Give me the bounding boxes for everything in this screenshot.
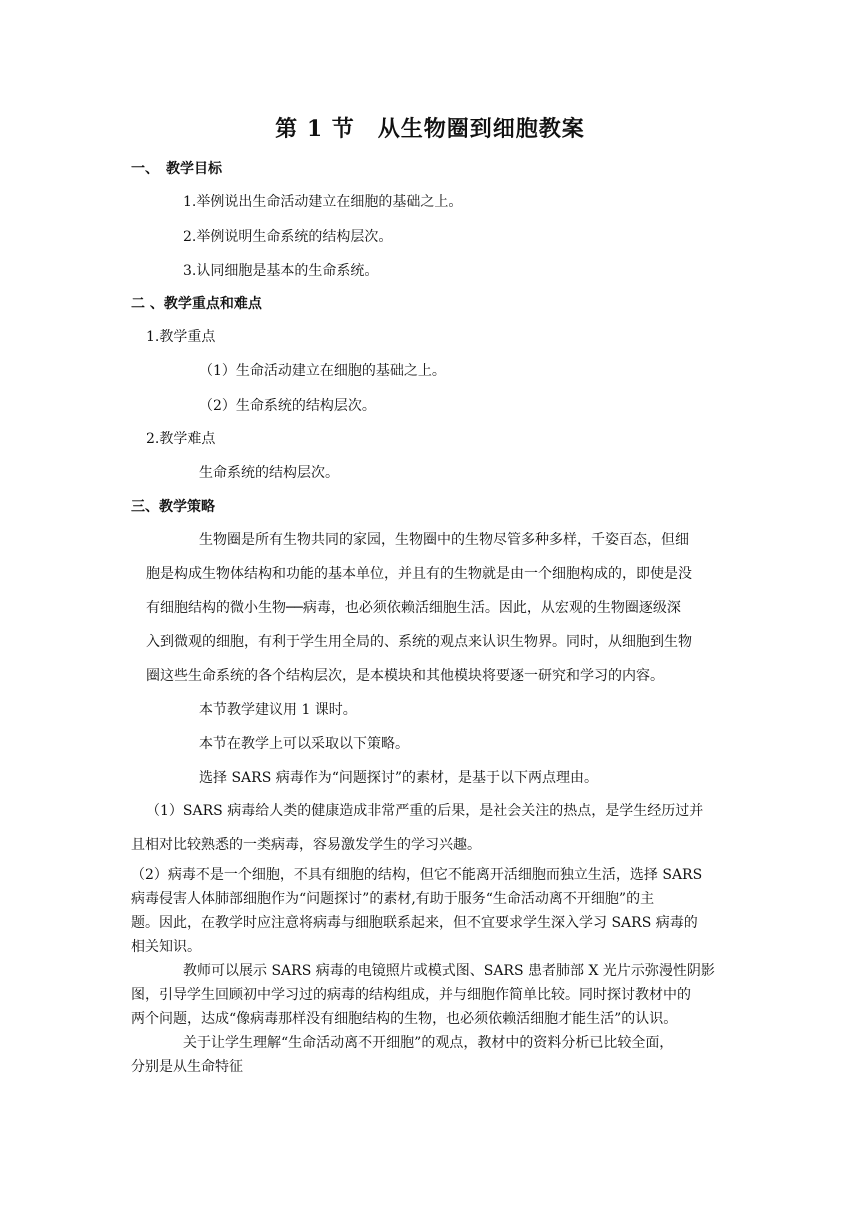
strategy-intro-text: 本节在教学上可以采取以下策略。 <box>199 736 409 752</box>
key-point-item: （1）生命活动建立在细胞的基础之上。 <box>199 363 446 379</box>
section-heading-objectives: 一、 教学目标 <box>131 161 222 177</box>
difficulty-label: 2.教学难点 <box>146 431 216 447</box>
objective-item: 3.认同细胞是基本的生命系统。 <box>183 263 379 279</box>
sars-reason-intro: 选择 SARS 病毒作为“问题探讨”的素材，是基于以下两点理由。 <box>199 770 599 786</box>
strategy-paragraph-line: 圈这些生命系统的各个结构层次，是本模块和其他模块将要逐一研究和学习的内容。 <box>146 668 664 684</box>
closing-paragraph-line: 关于让学生理解“生命活动离不开细胞”的观点，教材中的资料分析已比较全面， <box>183 1035 674 1051</box>
difficulty-text: 生命系统的结构层次。 <box>199 465 339 481</box>
closing-paragraph-line: 分别是从生命特征 <box>131 1059 243 1075</box>
reason-2-line: （2）病毒不是一个细胞，不具有细胞的结构，但它不能离开活细胞而独立生活，选择 SARS <box>131 867 703 883</box>
reason-1-line: （1）SARS 病毒给人类的健康造成非常严重的后果，是社会关注的热点，是学生经历过并 <box>146 803 704 819</box>
strategy-paragraph-line: 生物圈是所有生物共同的家园，生物圈中的生物尽管多种多样，千姿百态，但细 <box>199 532 689 548</box>
teacher-suggestion-line: 图，引导学生回顾初中学习过的病毒的结构组成，并与细胞作简单比较。同时探讨教材中的 <box>131 987 691 1003</box>
page-title: 第 1 节 从生物圈到细胞教案 <box>275 116 585 142</box>
strategy-paragraph-line: 有细胞结构的微小生物──病毒，也必须依赖活细胞生活。因此，从宏观的生物圈逐级深 <box>146 600 681 616</box>
reason-2-line: 病毒侵害人体肺部细胞作为“问题探讨”的素材,有助于服务“生命活动离不开细胞”的主 <box>131 891 655 907</box>
reason-1-line: 且相对比较熟悉的一类病毒，容易激发学生的学习兴趣。 <box>131 837 481 853</box>
strategy-paragraph-line: 胞是构成生物体结构和功能的基本单位，并且有的生物就是由一个细胞构成的，即使是没 <box>146 566 692 582</box>
reason-2-line: 题。因此，在教学时应注意将病毒与细胞联系起来，但不宜要求学生深入学习 SARS 病毒的 <box>131 915 698 931</box>
teacher-suggestion-line: 教师可以展示 SARS 病毒的电镜照片或模式图、SARS 患者肺部 X 光片示弥漫性阴影 <box>183 963 715 979</box>
lesson-duration-text: 本节教学建议用 1 课时。 <box>199 702 357 718</box>
strategy-paragraph-line: 入到微观的细胞，有利于学生用全局的、系统的观点来认识生物界。同时，从细胞到生物 <box>146 634 692 650</box>
key-points-label: 1.教学重点 <box>146 329 216 345</box>
section-heading-strategy: 三、教学策略 <box>131 499 215 515</box>
section-heading-key-points: 二 、教学重点和难点 <box>131 296 262 312</box>
teacher-suggestion-line: 两个问题，达成“像病毒那样没有细胞结构的生物，也必须依赖活细胞才能生活”的认识。 <box>131 1011 678 1027</box>
objective-item: 2.举例说明生命系统的结构层次。 <box>183 229 393 245</box>
key-point-item: （2）生命系统的结构层次。 <box>199 398 376 414</box>
reason-2-line: 相关知识。 <box>131 939 201 955</box>
objective-item: 1.举例说出生命活动建立在细胞的基础之上。 <box>183 194 463 210</box>
